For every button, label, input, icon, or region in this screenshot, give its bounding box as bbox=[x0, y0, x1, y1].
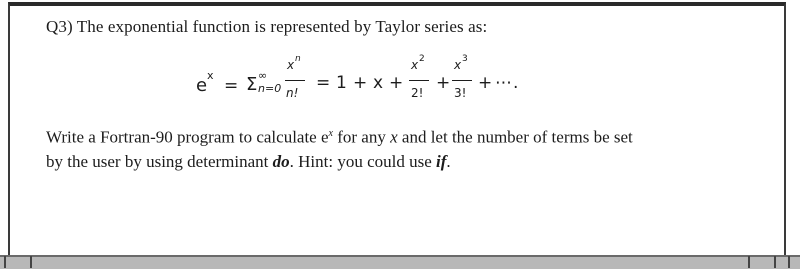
formula-sigma-bottom: n=0 bbox=[258, 82, 282, 95]
formula-plus-3: + bbox=[436, 73, 451, 93]
question-prompt: The exponential function is represented by Taylor series as: bbox=[76, 17, 488, 36]
formula-t2-fraction-bar bbox=[409, 80, 429, 81]
body-line-1 bbox=[46, 122, 633, 150]
formula-t2-denominator: 2! bbox=[411, 86, 424, 100]
formula-plus-1: + bbox=[353, 73, 368, 93]
body-line-2 bbox=[46, 150, 633, 174]
formula-t3-fraction-bar bbox=[452, 80, 472, 81]
body-line-2-start: by the user by using determinant bbox=[46, 151, 273, 171]
formula-plus-2: + bbox=[389, 73, 404, 93]
formula-lhs-exponent: x bbox=[207, 69, 214, 82]
body-line-1-end: and let the number of terms be set bbox=[397, 127, 633, 147]
formula-equals-1: = bbox=[224, 76, 239, 96]
body-line-1-start: Write a Fortran-90 program to calculate e bbox=[46, 127, 329, 147]
body-variable-x: x bbox=[390, 127, 398, 147]
body-line-2-mid: . Hint: you could use bbox=[289, 151, 437, 171]
question-body bbox=[46, 122, 633, 174]
formula-term-numerator: x bbox=[287, 58, 295, 72]
formula-sigma: Σ bbox=[246, 74, 258, 95]
left-edge-mark bbox=[4, 256, 32, 268]
body-line-1-mid: for any bbox=[332, 127, 391, 147]
body-e-exponent: x bbox=[328, 128, 333, 139]
formula-sigma-top: ∞ bbox=[258, 69, 268, 82]
formula-one: 1 bbox=[336, 73, 347, 93]
formula-period: . bbox=[513, 73, 519, 93]
formula-t3-denominator: 3! bbox=[454, 86, 467, 100]
formula-t3-exponent: 3 bbox=[462, 54, 468, 64]
formula-t3-numerator: x bbox=[454, 58, 462, 72]
keyword-do: do bbox=[272, 151, 290, 171]
right-edge-mark bbox=[748, 256, 776, 268]
bottom-border-strip bbox=[0, 255, 800, 269]
formula-lhs-base: e bbox=[196, 75, 208, 96]
formula-x: x bbox=[373, 73, 384, 93]
formula-plus-4: + bbox=[478, 73, 493, 93]
formula-equals-2: = bbox=[316, 73, 331, 93]
formula-term-numerator-exp: n bbox=[295, 54, 301, 64]
keyword-if: if bbox=[436, 151, 447, 171]
formula-t2-numerator: x bbox=[411, 58, 419, 72]
formula-term-denominator: n! bbox=[286, 86, 299, 100]
body-line-2-end: . bbox=[446, 151, 451, 171]
right-edge-tick bbox=[788, 256, 798, 268]
question-heading bbox=[46, 17, 487, 37]
formula-t2-exponent: 2 bbox=[419, 54, 425, 64]
question-number: Q3) bbox=[46, 17, 73, 36]
formula-ellipsis: ⋯ bbox=[495, 73, 512, 93]
formula-term-fraction-bar bbox=[285, 80, 305, 81]
